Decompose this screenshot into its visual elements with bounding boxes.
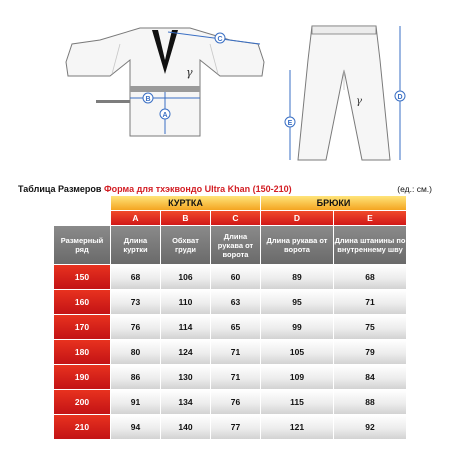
column-header-d: Длина рукава от ворота bbox=[261, 226, 333, 264]
table-row bbox=[54, 265, 406, 289]
jacket-belt-end bbox=[96, 100, 130, 103]
value-cell: 105 bbox=[261, 340, 333, 364]
column-header-row bbox=[54, 226, 406, 264]
jacket-drawing bbox=[66, 28, 264, 136]
size-cell: 190 bbox=[54, 365, 110, 389]
value-cell: 71 bbox=[211, 340, 260, 364]
size-cell: 160 bbox=[54, 290, 110, 314]
letter-b: B bbox=[161, 211, 210, 225]
value-cell: 110 bbox=[161, 290, 210, 314]
dimension-d-label: D bbox=[397, 94, 403, 101]
value-cell: 60 bbox=[211, 265, 260, 289]
value-cell: 65 bbox=[211, 315, 260, 339]
value-cell: 86 bbox=[111, 365, 160, 389]
dimension-a-label: A bbox=[162, 112, 168, 119]
uniform-illustration bbox=[0, 0, 450, 182]
letter-a: A bbox=[111, 211, 160, 225]
table-title-product: Форма для тхэквондо Ultra Khan (150-210) bbox=[103, 184, 292, 194]
value-cell: 71 bbox=[334, 290, 406, 314]
pants-logo: γ bbox=[356, 96, 362, 107]
value-cell: 75 bbox=[334, 315, 406, 339]
table-units: (ед.: см.) bbox=[397, 184, 432, 194]
value-cell: 121 bbox=[261, 415, 333, 439]
size-cell: 180 bbox=[54, 340, 110, 364]
group-jacket: КУРТКА bbox=[111, 196, 260, 210]
size-cell: 150 bbox=[54, 265, 110, 289]
value-cell: 109 bbox=[261, 365, 333, 389]
column-header-e: Длина штанины по внутреннему шву bbox=[334, 226, 406, 264]
value-cell: 76 bbox=[111, 315, 160, 339]
value-cell: 106 bbox=[161, 265, 210, 289]
group-header-row bbox=[54, 196, 406, 210]
value-cell: 88 bbox=[334, 390, 406, 414]
value-cell: 68 bbox=[111, 265, 160, 289]
table-title bbox=[18, 182, 438, 196]
column-header-b: Обхват груди bbox=[161, 226, 210, 264]
value-cell: 73 bbox=[111, 290, 160, 314]
size-cell: 170 bbox=[54, 315, 110, 339]
column-header-c: Длина рукава от ворота bbox=[211, 226, 260, 264]
column-header-a: Длина куртки bbox=[111, 226, 160, 264]
value-cell: 124 bbox=[161, 340, 210, 364]
pants-body bbox=[298, 26, 390, 160]
value-cell: 91 bbox=[111, 390, 160, 414]
size-cell: 200 bbox=[54, 390, 110, 414]
value-cell: 92 bbox=[334, 415, 406, 439]
row-header-label: Размерный ряд bbox=[54, 226, 110, 264]
value-cell: 134 bbox=[161, 390, 210, 414]
letter-c: C bbox=[211, 211, 260, 225]
pants-drawing bbox=[285, 26, 405, 160]
dimension-c-label: C bbox=[217, 36, 223, 43]
value-cell: 84 bbox=[334, 365, 406, 389]
value-cell: 68 bbox=[334, 265, 406, 289]
table-row bbox=[54, 340, 406, 364]
value-cell: 115 bbox=[261, 390, 333, 414]
table-row bbox=[54, 315, 406, 339]
dimension-e-label: E bbox=[287, 120, 293, 127]
value-cell: 130 bbox=[161, 365, 210, 389]
table-corner bbox=[54, 196, 110, 210]
value-cell: 94 bbox=[111, 415, 160, 439]
table-title-main: Таблица Размеров bbox=[18, 184, 102, 194]
value-cell: 114 bbox=[161, 315, 210, 339]
letter-row bbox=[54, 211, 406, 225]
table-row bbox=[54, 415, 406, 439]
value-cell: 89 bbox=[261, 265, 333, 289]
value-cell: 77 bbox=[211, 415, 260, 439]
value-cell: 63 bbox=[211, 290, 260, 314]
letter-row-corner bbox=[54, 211, 110, 225]
letter-e: E bbox=[334, 211, 406, 225]
table-row bbox=[54, 365, 406, 389]
size-cell: 210 bbox=[54, 415, 110, 439]
dimension-b-label: B bbox=[145, 96, 151, 103]
value-cell: 76 bbox=[211, 390, 260, 414]
table-row bbox=[54, 390, 406, 414]
table-row bbox=[54, 290, 406, 314]
value-cell: 99 bbox=[261, 315, 333, 339]
value-cell: 95 bbox=[261, 290, 333, 314]
value-cell: 140 bbox=[161, 415, 210, 439]
value-cell: 80 bbox=[111, 340, 160, 364]
size-table bbox=[53, 195, 407, 440]
value-cell: 79 bbox=[334, 340, 406, 364]
pants-waistband bbox=[312, 26, 376, 34]
jacket-logo: γ bbox=[186, 66, 193, 79]
value-cell: 71 bbox=[211, 365, 260, 389]
group-pants: БРЮКИ bbox=[261, 196, 406, 210]
letter-d: D bbox=[261, 211, 333, 225]
jacket-belt bbox=[130, 86, 200, 92]
